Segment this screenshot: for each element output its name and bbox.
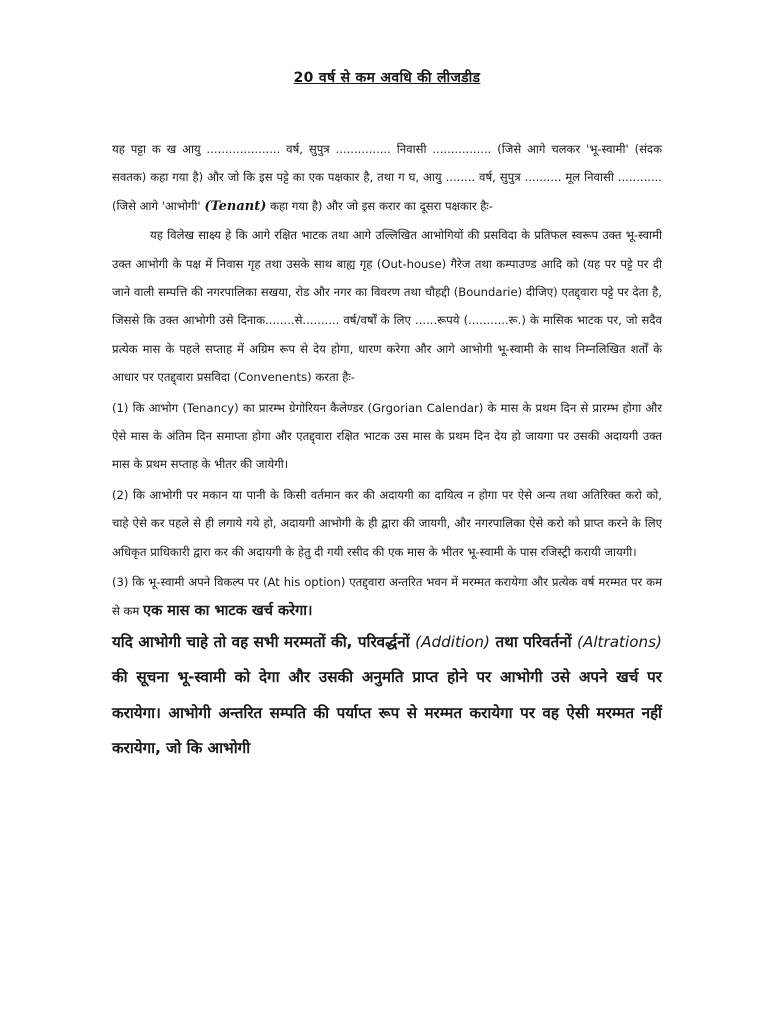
recital-paragraph: यह विलेख साक्ष्य हे कि आगे रक्षित भाटक तथा आगे उल्लिखित आभोगियों की प्रसविदा के प्रतिफल स्वरूप उक्त भू-स्वामी उक्त आभोगी के पक्ष में निवास गृह तथा उसके साथ बाह्य गृह (Out-house) गैरेज तथा कम्पाउण्ड आदि को (यह पर पट्टे पर दी जाने वाली सम्पत्ति की नगरपालिका सखया, रोड और नगर का विवरण तथा चौहद्दी (Boundarie) दीजिए) एतद्द्वारा पट्टे पर देता है, जिससे कि उक्त आभोगी उसे दिनाक........से.......... वर्ष/वर्षों के लिए ......रूपये (...........रू.) के मासिक भाटक पर, जो सदैव प्रत्येक मास के पहले सप्ताह में अग्रिम रूप से देय होगा, धारण करेगा और आगे आभोगी भू-स्वामी के साथ निम्नलिखित शर्तों के आधार पर एतद्द्वारा प्रसविदा (Convenents) करता हैः- [112, 228, 662, 385]
clause-3-big-c: की सूचना भू-स्वामी को देगा और उसकी अनुमति प्राप्त होने पर आभोगी उसे अपने खर्च पर करायेगा। आभोगी अन्तरित सम्पति की पर्याप्त रूप से मरम्मत करायेगा पर वह ऐसी मरम्मत नहीं करायेगा, जो कि आभोगी [112, 668, 662, 758]
clause-2: (2) कि आभोगी पर मकान या पानी के किसी वर्तमान कर की अदायगी का दायित्व न होगा पर ऐसे अन्य तथा अतिरिक्त करो को, चाहे ऐसे कर पहले से ही लगाये गये हो, अदायगी आभोगी के ही द्वारा की जायगी, और नगरपालिका ऐसे करो को प्राप्त करने के लिए अधिकृत प्राधिकारी द्वारा कर की अदायगी के हेतु दी गयी रसीद की एक मास के भीतर भू-स्वामी के पास रजिस्ट्री करायी जायगी। [112, 487, 662, 559]
clause-3-big-b: तथा परिवर्तनों [489, 632, 578, 651]
tenant-term: (Tenant) [204, 198, 267, 214]
addition-term: (Addition) [415, 632, 490, 651]
clause-3-big-a: यदि आभोगी चाहे तो वह सभी मरम्मतों की, परिवर्द्धनों [112, 632, 416, 651]
document-title: 20 वर्ष से कम अवधि की लीजडीड [293, 70, 481, 86]
clause-3-continuation [112, 625, 662, 767]
clause-3-intro [112, 568, 662, 625]
intro-text-a: यह पट्टा क ख आयु .................... वर्ष, सुपुत्र ............... निवासी ................ (जिसे आगे चलकर 'भू-स्वामी' (संदक सवतक) कहा गया है) और जो कि इस पट्टे का एक पक्षकार है, तथा ग घ, आयु ........ वर्ष, सुपुत्र .......... मूल निवासी ............(जिसे आगे 'आभोगी' [112, 142, 662, 213]
clause-1: (1) कि आभोग (Tenancy) का प्रारम्भ ग्रेगोरियन कैलेण्डर (Grgorian Calendar) के मास के प्रथम दिन से प्रारम्भ होगा और ऐसे मास के अंतिम दिन समाप्ता होगा और एतद्द्वारा रक्षित भाटक उस मास के प्रथम दिन देय हो जायगा पर उसकी अदायगी उक्त मास के प्रथम सप्ताह के भीतर की जायेगी। [112, 400, 662, 472]
altrations-term: (Altrations) [577, 632, 662, 651]
clause-3-bold-text: एक मास का भाटक खर्च करेगा। [143, 602, 313, 619]
intro-paragraph [112, 135, 662, 221]
clause-3-text: (3) कि भू-स्वामी अपने विकल्प पर (At his option) एतद्द्वारा अन्तरित भवन में मरम्मत करायेगा और प्रत्येक वर्ष मरम्मत पर कम से कम [112, 575, 662, 618]
intro-text-b: कहा गया है) और जो इस करार का दूसरा पक्षकार हैः- [266, 198, 493, 213]
